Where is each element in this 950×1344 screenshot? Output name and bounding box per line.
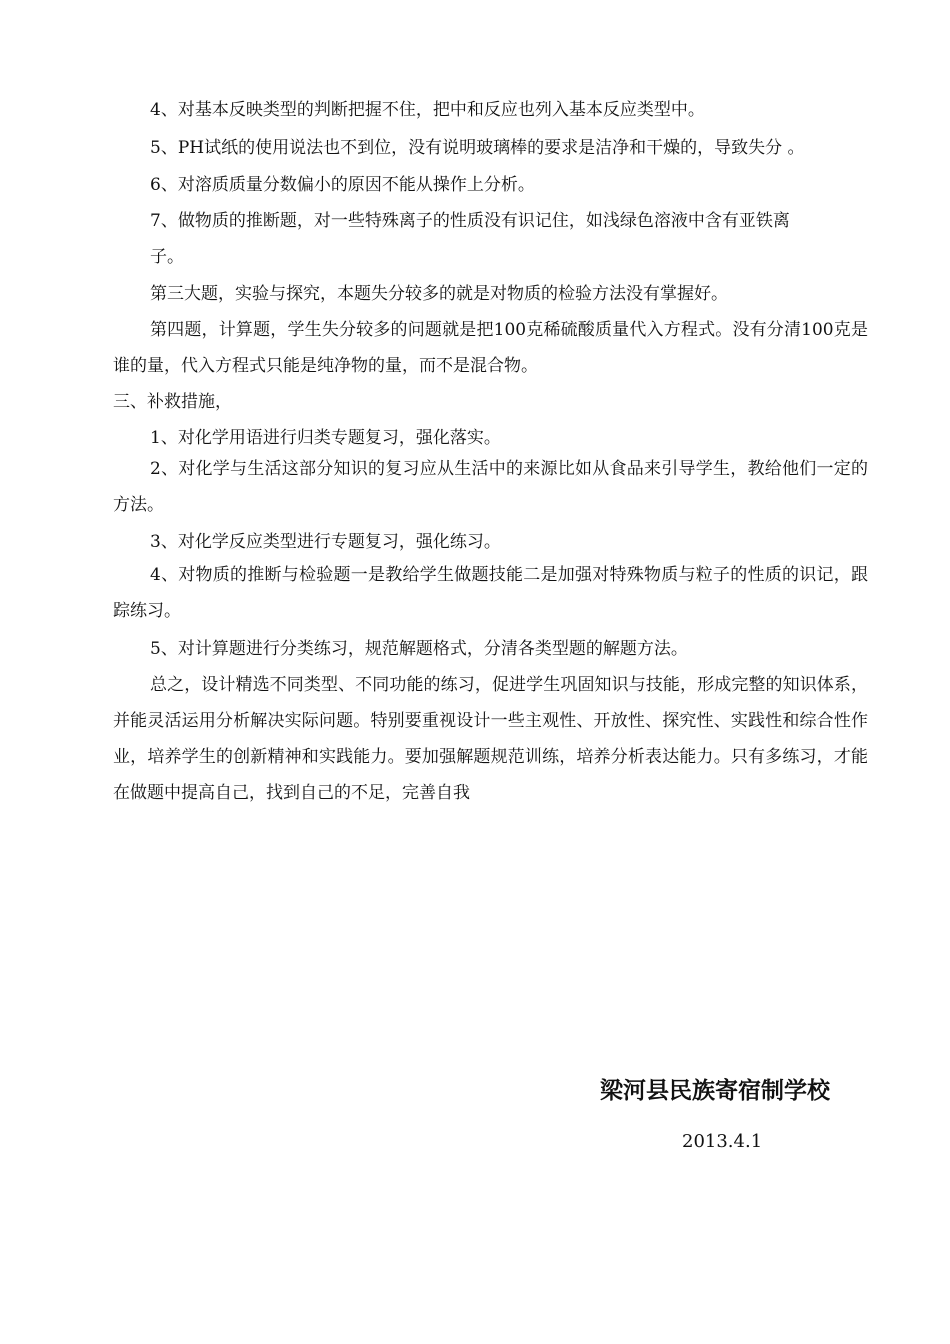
paragraph-item-7-line2: 子。 bbox=[150, 247, 184, 267]
measure-item-5: 5、对计算题进行分类练习，规范解题格式，分清各类型题的解题方法。 bbox=[150, 639, 688, 659]
measure-item-1: 1、对化学用语进行归类专题复习，强化落实。 bbox=[150, 428, 501, 448]
signature-date: 2013.4.1 bbox=[682, 1131, 763, 1152]
measure-item-3: 3、对化学反应类型进行专题复习，强化练习。 bbox=[150, 532, 501, 552]
paragraph-item-6: 6、对溶质质量分数偏小的原因不能从操作上分析。 bbox=[150, 175, 535, 195]
paragraph-section-three: 第三大题，实验与探究，本题失分较多的就是对物质的检验方法没有掌握好。 bbox=[150, 284, 728, 304]
measure-item-4: 4、对物质的推断与检验题一是教给学生做题技能二是加强对特殊物质与粒子的性质的识记，跟踪练习。 bbox=[113, 565, 868, 621]
paragraph-item-7-line1: 7、做物质的推断题，对一些特殊离子的性质没有识记住，如浅绿色溶液中含有亚铁离 bbox=[150, 211, 790, 231]
school-signature: 梁河县民族寄宿制学校 bbox=[600, 1077, 830, 1104]
paragraph-section-four: 第四题，计算题，学生失分较多的问题就是把100克稀硫酸质量代入方程式。没有分清100克是谁的量，代入方程式只能是纯净物的量，而不是混合物。 bbox=[113, 320, 868, 376]
summary-paragraph: 总之，设计精选不同类型、不同功能的练习，促进学生巩固知识与技能，形成完整的知识体系，并能灵活运用分析解决实际问题。特别要重视设计一些主观性、开放性、探究性、实践性和综合性作业，培养学生的创新精神和实践能力。要加强解题规范训练，培养分析表达能力。只有多练习，才能在做题中提高自己，找到自己的不足，完善自我 bbox=[113, 675, 868, 803]
measure-item-2: 2、对化学与生活这部分知识的复习应从生活中的来源比如从食品来引导学生，教给他们一定的方法。 bbox=[113, 459, 868, 515]
paragraph-item-4: 4、对基本反映类型的判断把握不住，把中和反应也列入基本反应类型中。 bbox=[150, 100, 705, 120]
heading-remedial-measures: 三、补救措施， bbox=[113, 392, 232, 412]
paragraph-item-5: 5、PH试纸的使用说法也不到位，没有说明玻璃棒的要求是洁净和干燥的，导致失分 。 bbox=[150, 138, 805, 158]
